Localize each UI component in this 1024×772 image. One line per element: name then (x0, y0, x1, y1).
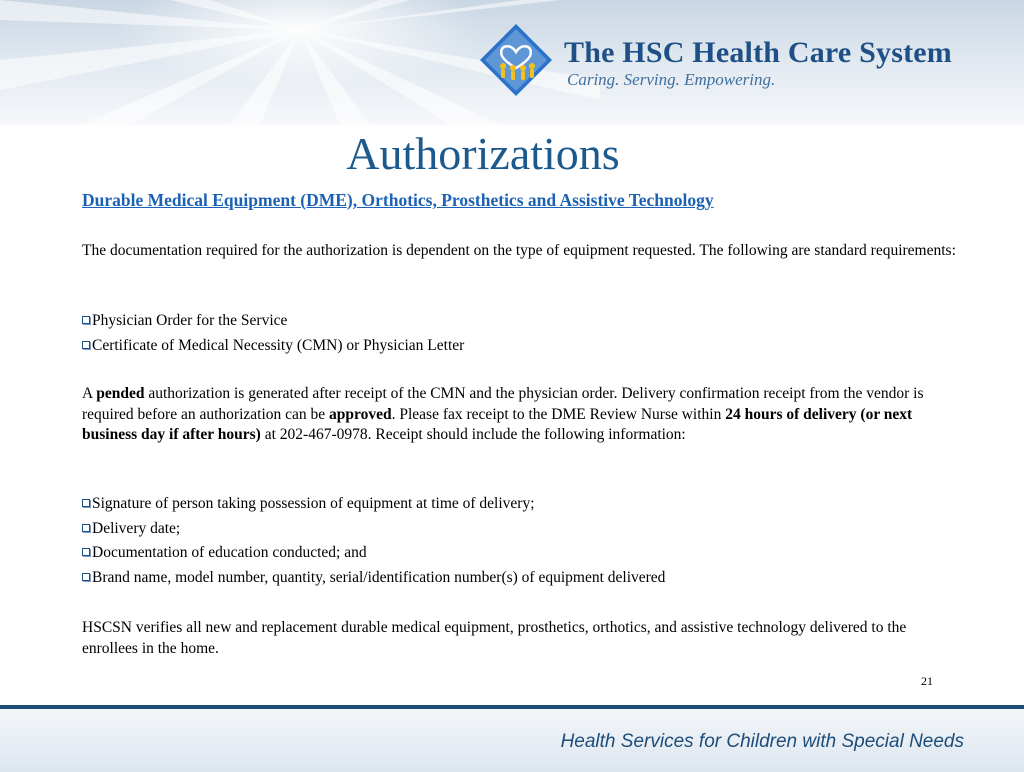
intro-paragraph: The documentation required for the authorization is dependent on the type of equipment requested. The following are standard requirements: (82, 242, 956, 259)
pended-emphasis: pended (96, 385, 145, 402)
list-item: Certificate of Medical Necessity (CMN) or Physician Letter (82, 336, 464, 361)
organization-tagline: Caring. Serving. Empowering. (567, 70, 776, 89)
pended-paragraph: A pended authorization is generated after receipt of the CMN and the physician order. Delivery confirmation receipt from the vendor is required before an authorization can be approved. Please fax receipt to the DME Review Nurse within 24 hours of delivery (or next business day if after hours) at 202-467-0978. Receipt should include the following information: (82, 385, 924, 443)
page-number: 21 (921, 674, 933, 688)
list-item: Brand name, model number, quantity, serial/identification number(s) of equipment delivered (82, 568, 665, 593)
square-bullet-icon (82, 499, 90, 507)
receipt-info-list (82, 494, 665, 592)
square-bullet-icon (82, 524, 90, 532)
approved-emphasis: approved (329, 405, 392, 423)
requirements-list (82, 311, 464, 360)
list-item: Signature of person taking possession of equipment at time of delivery; (82, 494, 665, 519)
square-bullet-icon (82, 548, 90, 556)
slide-title: Authorizations (346, 128, 620, 179)
footer-banner (0, 705, 1024, 772)
hsc-logo-icon (478, 22, 554, 98)
delivery-deadline-emphasis: 24 hours of delivery (or next business day if after hours) (82, 405, 913, 443)
organization-name: The HSC Health Care System (564, 36, 952, 69)
list-item: Documentation of education conducted; and (82, 543, 665, 568)
closing-paragraph: HSCSN verifies all new and replacement durable medical equipment, prosthetics, orthotics, and assistive technology delivered to the enrollees in the home. (82, 619, 907, 657)
square-bullet-icon (82, 341, 90, 349)
square-bullet-icon (82, 573, 90, 581)
footer-program-name: Health Services for Children with Special Needs (560, 731, 964, 752)
section-subtitle: Durable Medical Equipment (DME), Orthotics, Prosthetics and Assistive Technology (82, 190, 714, 210)
square-bullet-icon (82, 316, 90, 324)
list-item: Physician Order for the Service (82, 311, 464, 336)
header-banner (0, 0, 1024, 125)
list-item: Delivery date; (82, 519, 665, 544)
